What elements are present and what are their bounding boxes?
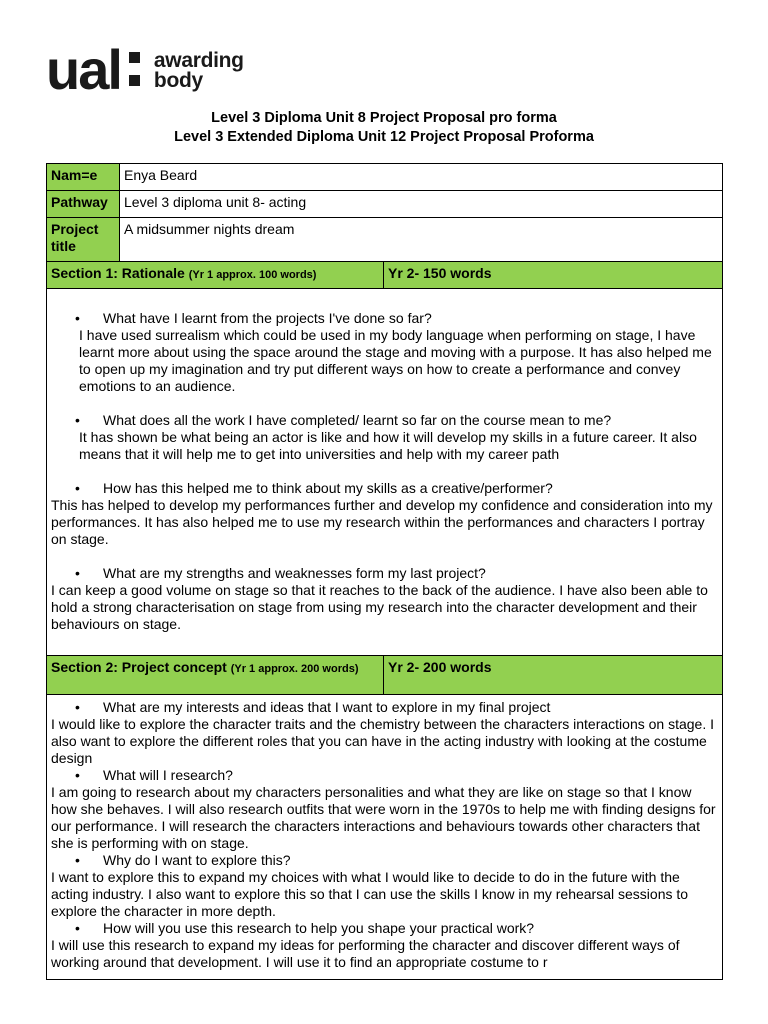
- proposal-form-table: [46, 163, 723, 980]
- section1-header-row: [47, 262, 723, 289]
- logo-line-2: body: [153, 69, 203, 92]
- name-row: [47, 164, 723, 191]
- name-label: Nam=e: [47, 164, 120, 191]
- section2-note: (Yr 1 approx. 200 words): [230, 663, 359, 675]
- section1-title: Section 1: Rationale: [51, 265, 185, 281]
- section1-question-4: • What are my strengths and weaknesses form my last project?: [75, 565, 486, 581]
- pathway-label: Pathway: [47, 191, 120, 218]
- section1-answer-3: This has helped to develop my performances further and develop my confidence and consideration into my performances. It has also helped me to use my research within the performances and characters I portray on stage.: [51, 497, 713, 547]
- project-title-value: A midsummer nights dream: [120, 218, 723, 262]
- pathway-row: [47, 191, 723, 218]
- section2-answer-3: I want to explore this to expand my choices with what I would like to decide to do in the future with the acting industry. I also want to explore this so that I can use the skills I know in my rehearsal sessions to explore the character in more depth.: [51, 869, 689, 919]
- logo-colon: [129, 52, 140, 86]
- section2-body-row: [47, 695, 723, 980]
- section2-answer-4: I will use this research to expand my ideas for performing the character and discover different ways of working around that development. I will use it to find an appropriate costume to r: [51, 937, 680, 970]
- section1-body-row: [47, 289, 723, 656]
- section2-question-3: • Why do I want to explore this?: [75, 852, 291, 868]
- section2-question-1: • What are my interests and ideas that I want to explore in my final project: [75, 699, 551, 715]
- section1-answer-1: I have used surrealism which could be used in my body language when performing on stage, I have learnt more about using the space around the stage and moving with a purpose. It has also helped me to open up my imagination and try put different ways on how to create a performance and convey emotions to an audience.: [79, 327, 712, 394]
- name-value: Enya Beard: [120, 164, 723, 191]
- section1-body: [47, 289, 723, 656]
- section1-question-3: • How has this helped me to think about my skills as a creative/performer?: [75, 480, 553, 496]
- document-title-2: Level 3 Extended Diploma Unit 12 Project Proposal Proforma: [174, 129, 594, 145]
- section2-question-2: • What will I research?: [75, 767, 233, 783]
- section1-header: [47, 262, 384, 289]
- document-title-1: Level 3 Diploma Unit 8 Project Proposal pro forma: [211, 110, 557, 126]
- section2-answer-1: I would like to explore the character traits and the chemistry between the characters interactions on stage. I also want to explore the different roles that you can have in the acting industry with looking at the costume design: [51, 716, 715, 766]
- section2-answer-2: I am going to research about my characters personalities and what they are like on stage so that I know how she behaves. I will also research outfits that were worn in the 1970s to help me with finding designs for our performance. I will research the characters interactions and behaviours towards other characters that she is performing with on stage.: [51, 784, 716, 851]
- section1-yr2: Yr 2- 150 words: [384, 262, 723, 289]
- section2-title: Section 2: Project concept: [51, 659, 227, 675]
- section1-answer-4: I can keep a good volume on stage so that it reaches to the back of the audience. I have also been able to hold a strong characterisation on stage from using my research into the character development and their behaviours on stage.: [51, 582, 708, 632]
- ual-awarding-body-logo: [46, 38, 244, 101]
- section1-question-1: • What have I learnt from the projects I've done so far?: [75, 310, 432, 326]
- section2-body: [47, 695, 723, 980]
- project-title-row: [47, 218, 723, 262]
- pathway-value: Level 3 diploma unit 8- acting: [120, 191, 723, 218]
- document-titles: [0, 109, 768, 147]
- section2-header: [47, 656, 384, 695]
- section2-header-row: [47, 656, 723, 695]
- section2-yr2: Yr 2- 200 words: [384, 656, 723, 695]
- section1-answer-2: It has shown be what being an actor is like and how it will develop my skills in a future career. It also means that it will help me to get into universities and help with my career path: [79, 429, 697, 462]
- logo-mark: ual: [46, 38, 121, 101]
- section2-question-4: • How will you use this research to help you shape your practical work?: [75, 920, 535, 936]
- project-title-label: Project title: [47, 218, 120, 262]
- logo-line-1: awarding: [153, 49, 244, 72]
- section1-question-2: • What does all the work I have completed/ learnt so far on the course mean to me?: [75, 412, 612, 428]
- section1-note: (Yr 1 approx. 100 words): [188, 269, 317, 281]
